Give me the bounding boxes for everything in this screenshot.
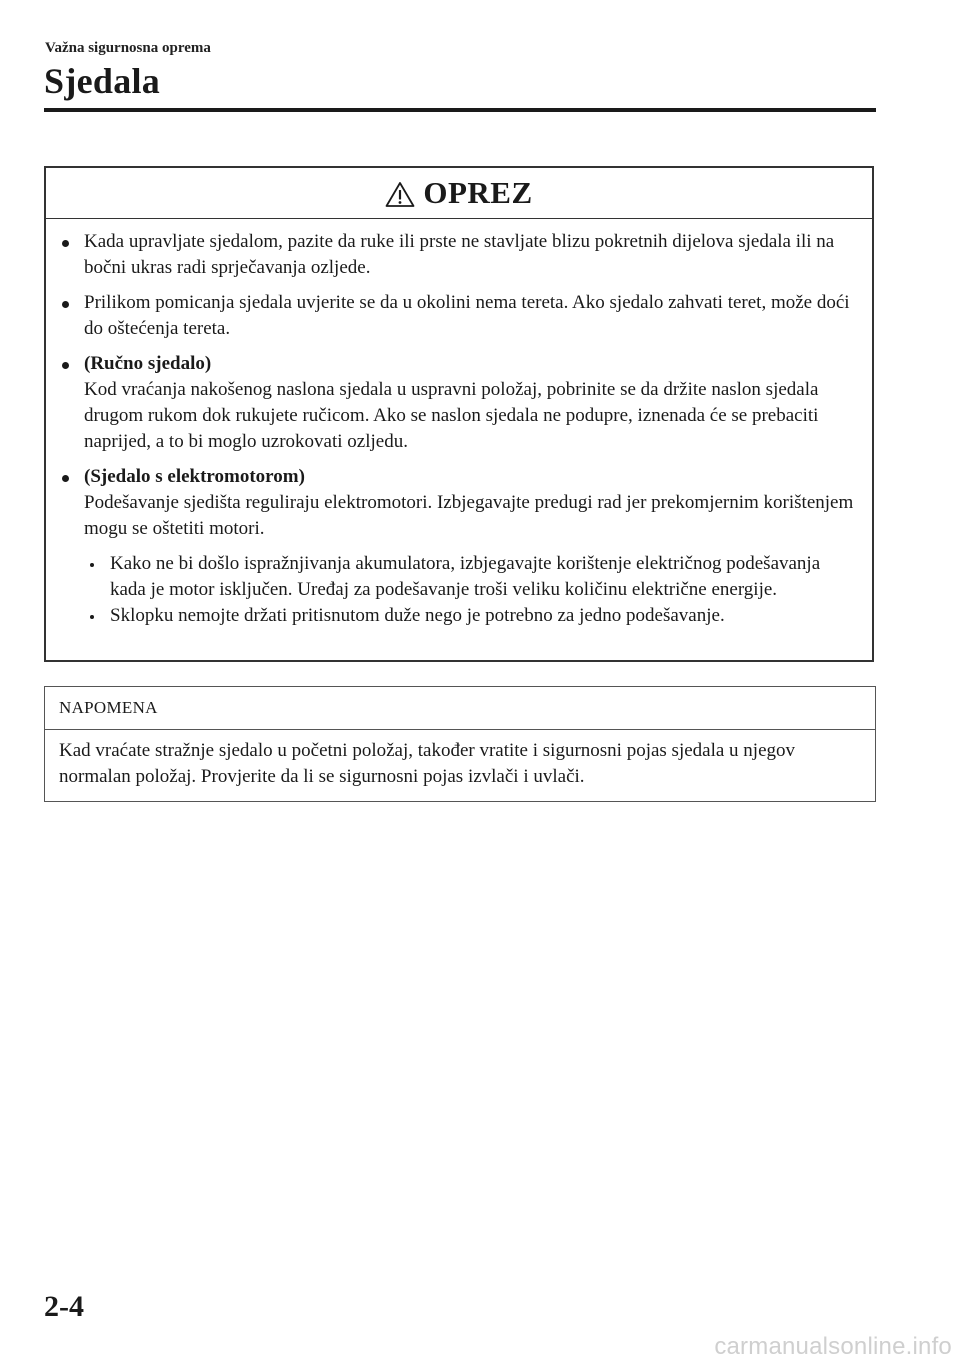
caution-item xyxy=(60,290,858,342)
note-box xyxy=(44,686,876,802)
bullet-dot xyxy=(62,475,69,482)
caution-item-text: Prilikom pomicanja sjedala uvjerite se da u okolini nema tereta. Ako sjedalo zahvati teret, može doći do oštećenja tereta. xyxy=(84,292,850,339)
sub-bullet-dot xyxy=(90,615,94,619)
section-label: Važna sigurnosna oprema xyxy=(45,40,211,56)
caution-box xyxy=(44,166,874,662)
caution-item-text: Kada upravljate sjedalom, pazite da ruke ili prste ne stavljate blizu pokretnih dijelova sjedala ili na bočni ukras radi sprječavanja ozljede. xyxy=(84,231,835,278)
bullet-dot xyxy=(62,362,69,369)
caution-item-text: Podešavanje sjedišta reguliraju elektromotori. Izbjegavajte predugi rad jer prekomjernim korištenjem mogu se oštetiti motori. xyxy=(84,492,854,539)
caution-item xyxy=(60,229,858,281)
sub-bullet-dot xyxy=(90,563,94,567)
note-text: Kad vraćate stražnje sjedalo u početni položaj, također vratite i sigurnosni pojas sjedala u njegov normalan položaj. Provjerite da li se sigurnosni pojas izvlači i uvlači. xyxy=(59,740,796,787)
watermark: carmanualsonline.info xyxy=(714,1333,952,1360)
title-rule xyxy=(44,108,876,112)
note-title: NAPOMENA xyxy=(45,687,875,730)
caution-subitem xyxy=(84,603,858,629)
page-title: Sjedala xyxy=(44,61,161,101)
caution-item-heading: (Sjedalo s elektromotorom) xyxy=(84,466,305,487)
caution-subitem-text: Kako ne bi došlo ispražnjivanja akumulatora, izbjegavajte korištenje električnog podešavanja kada je motor isključen. Uređaj za podešavanje troši veliku količinu električne energije. xyxy=(110,553,821,600)
caution-item-heading: (Ručno sjedalo) xyxy=(84,353,212,374)
caution-item xyxy=(60,351,858,455)
caution-body xyxy=(46,219,872,629)
caution-subitem-text: Sklopku nemojte držati pritisnutom duže nego je potrebno za jedno podešavanje. xyxy=(110,605,725,626)
page-number: 2-4 xyxy=(44,1290,84,1323)
caution-item-text: Kod vraćanja nakošenog naslona sjedala u uspravni položaj, pobrinite se da držite naslon sjedala drugom rukom dok rukujete ručicom. Ako se naslon sjedala ne podupre, iznenada će se prebaciti naprijed, a to bi moglo uzrokovati ozljedu. xyxy=(84,379,819,452)
caution-item xyxy=(60,464,858,629)
caution-header xyxy=(46,168,872,219)
caution-subitem xyxy=(84,551,858,603)
bullet-dot xyxy=(62,301,69,308)
bullet-dot xyxy=(62,240,69,247)
caution-sublist xyxy=(84,551,858,629)
warning-triangle-icon xyxy=(385,181,415,208)
caution-title: OPREZ xyxy=(423,175,533,210)
